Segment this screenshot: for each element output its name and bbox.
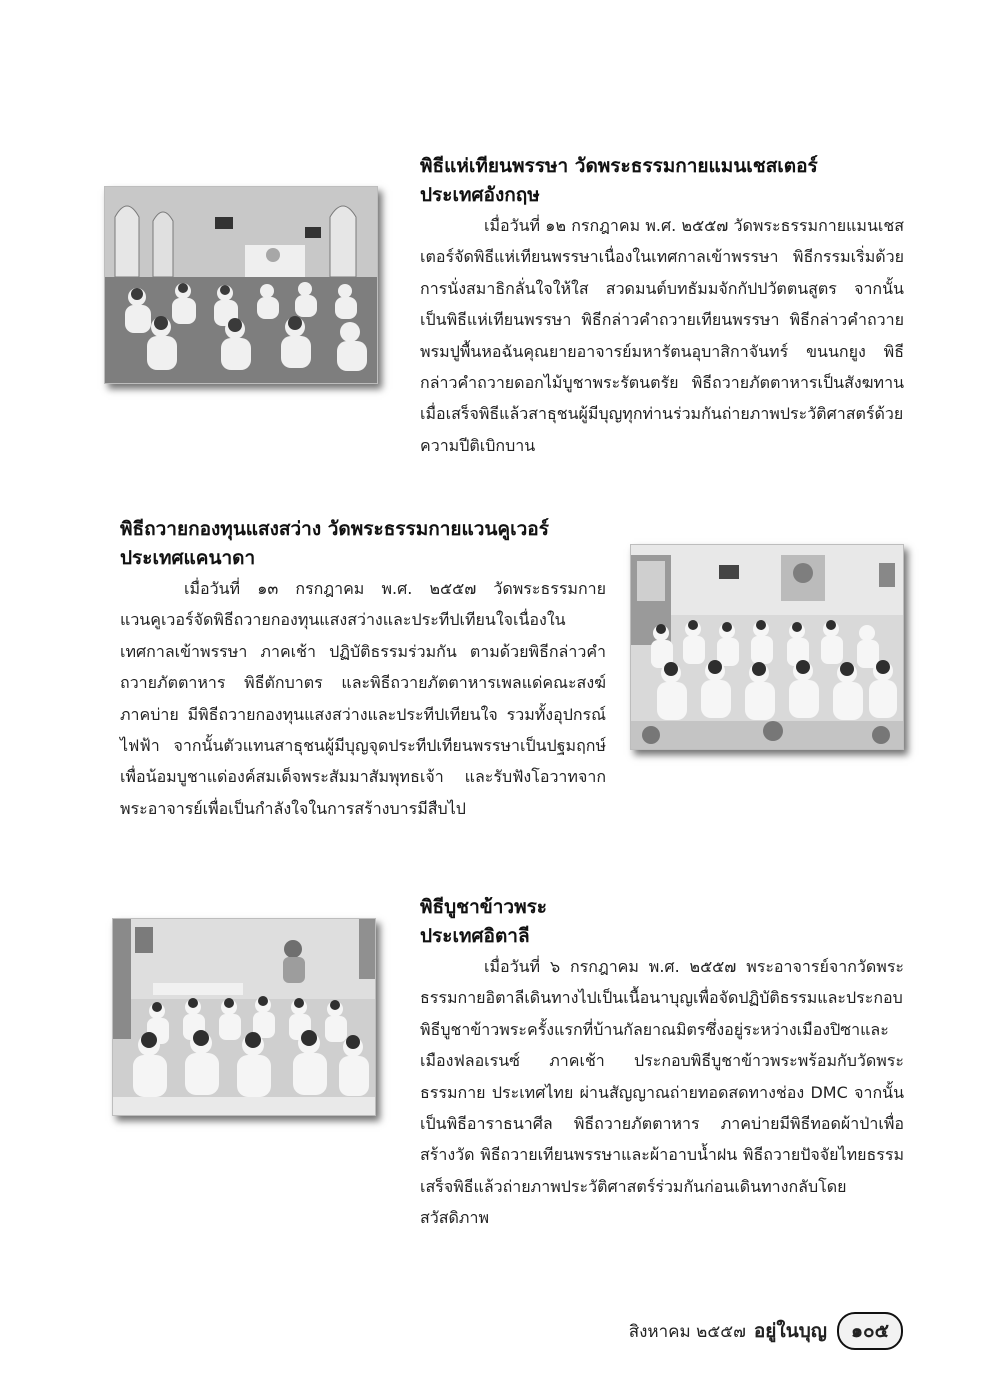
article-title: พิธีถวายกองทุนแสงสว่าง วัดพระธรรมกายแวนคูเวอร์ ประเทศแคนาดา bbox=[120, 518, 549, 569]
article-body: เมื่อวันที่ ๖ กรกฎาคม พ.ศ. ๒๕๕๗ พระอาจารย์จากวัดพระธรรมกายอิตาลีเดินทางไปเป็นเนื้อนาบุญเพื่อจัดปฏิบัติธรรมและประกอบพิธีบูชาข้าวพระครั้งแรกที่บ้านกัลยาณมิตรซึ่งอยู่ระหว่างเมืองปิซาและเมืองฟลอเรนซ์ ภาคเช้า ประกอบพิธีบูชาข้าวพระพร้อมกับวัดพระธรรมกาย ประเทศไทย ผ่านสัญญาณถ่ายทอดสดทางช่อง DMC จากนั้นเป็นพิธีอาราธนาศีล พิธีถวายภัตตาหาร ภาคบ่ายมีพิธีทอดผ้าป่าเพื่อสร้างวัด พิธีถวายเทียนพรรษาและผ้าอาบน้ำฝน พิธีถวายปัจจัยไทยธรรม เสร็จพิธีแล้วถ่ายภาพประวัติศาสตร์ร่วมกันก่อนเดินทางกลับโดยสวัสดิภาพ bbox=[420, 957, 904, 1228]
page-footer bbox=[629, 1313, 903, 1349]
article-title: พิธีแห่เทียนพรรษา วัดพระธรรมกายแมนเชสเตอร์ ประเทศอังกฤษ bbox=[420, 155, 818, 206]
issue-date: สิงหาคม ๒๕๕๗ bbox=[628, 1321, 746, 1342]
photo-manchester-ceremony bbox=[104, 186, 378, 384]
article-italy bbox=[420, 893, 904, 1234]
article-body: เมื่อวันที่ ๑๒ กรกฎาคม พ.ศ. ๒๕๕๗ วัดพระธรรมกายแมนเชสเตอร์จัดพิธีแห่เทียนพรรษาเนื่องในเทศกาลเข้าพรรษา พิธีกรรมเริ่มด้วยการนั่งสมาธิกลั่นใจให้ใส สวดมนต์บทธัมมจักกัปปวัตตนสูตร จากนั้นเป็นพิธีแห่เทียนพรรษา พิธีกล่าวคำถวายเทียนพรรษา พิธีกล่าวคำถวายพรมปูพื้นหอฉันคุณยายอาจารย์มหารัตนอุบาสิกาจันทร์ ขนนกยูง พิธีกล่าวคำถวายดอกไม้บูชาพระรัตนตรัย พิธีถวายภัตตาหารเป็นสังฆทาน เมื่อเสร็จพิธีแล้วสาธุชนผู้มีบุญทุกท่านร่วมกันถ่ายภาพประวัติศาสตร์ด้วยความปีติเบิกบาน bbox=[420, 216, 904, 455]
photo-vancouver-ceremony bbox=[630, 544, 904, 750]
article-vancouver bbox=[120, 515, 606, 824]
page-number: ๑๐๕ bbox=[837, 1312, 903, 1350]
article-body: เมื่อวันที่ ๑๓ กรกฎาคม พ.ศ. ๒๕๕๗ วัดพระธรรมกายแวนคูเวอร์จัดพิธีถวายกองทุนแสงสว่างและประทีปเทียนใจเนื่องในเทศกาลเข้าพรรษา ภาคเช้า ปฏิบัติธรรมร่วมกัน ตามด้วยพิธีกล่าวคำถวายภัตตาหาร พิธีตักบาตร และพิธีถวายภัตตาหารเพลแด่คณะสงฆ์ ภาคบ่าย มีพิธีถวายกองทุนแสงสว่างและประทีปเทียนใจ รวมทั้งอุปกรณ์ไฟฟ้า จากนั้นตัวแทนสาธุชนผู้มีบุญจุดประทีปเทียนพรรษาเป็นปฐมฤกษ์ เพื่อน้อมบูชาแด่องค์สมเด็จพระสัมมาสัมพุทธเจ้า และรับฟังโอวาทจากพระอาจารย์เพื่อเป็นกำลังใจในการสร้างบารมีสืบไป bbox=[120, 579, 606, 818]
article-manchester bbox=[420, 152, 904, 461]
photo-italy-ceremony bbox=[112, 918, 376, 1116]
magazine-name: อยู่ในบุญ bbox=[753, 1320, 827, 1342]
article-title: พิธีบูชาข้าวพระ ประเทศอิตาลี bbox=[420, 896, 548, 947]
